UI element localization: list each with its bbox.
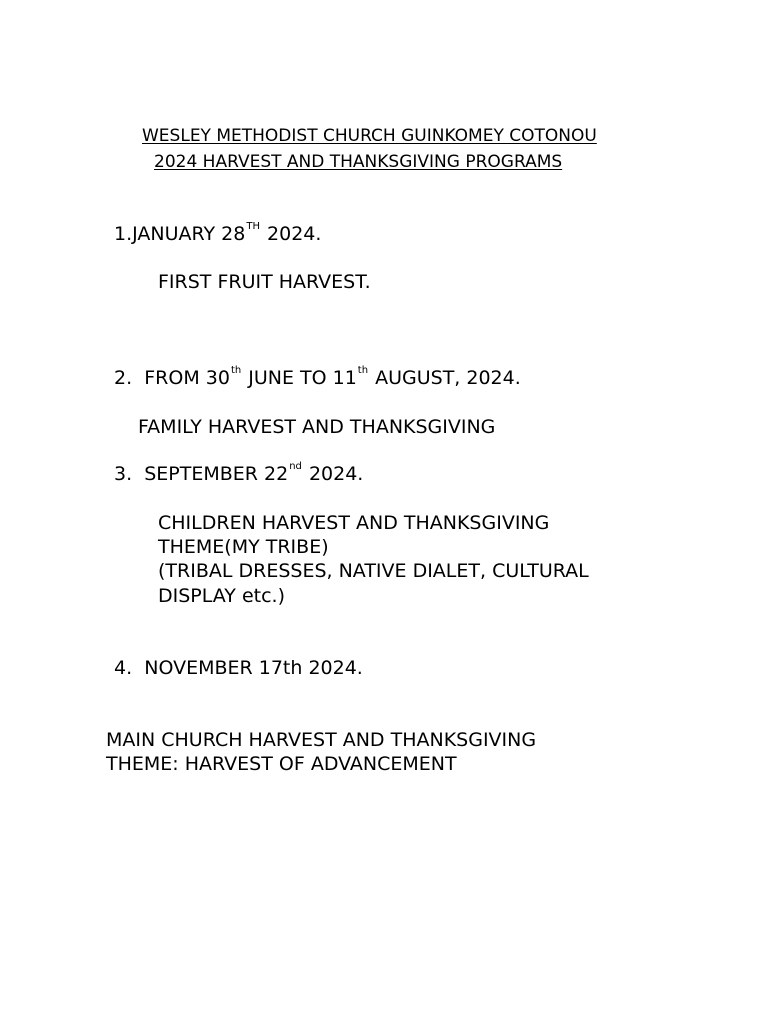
program-item-2-date	[114, 365, 521, 389]
main-harvest-line-1: MAIN CHURCH HARVEST AND THANKSGIVING	[106, 729, 537, 751]
date-text: JANUARY 28	[132, 223, 246, 245]
program-item-4-date	[114, 659, 363, 678]
program-item-3-description-line-4: DISPLAY etc.)	[158, 585, 285, 607]
date-ordinal: nd	[289, 461, 302, 472]
list-number: 4.	[114, 657, 133, 679]
program-item-1-date	[114, 221, 322, 245]
date-ordinal-2: th	[357, 365, 369, 376]
program-item-2-description: FAMILY HARVEST AND THANKSGIVING	[138, 416, 496, 438]
date-year: AUGUST, 2024.	[369, 367, 521, 389]
program-item-3-date	[114, 461, 364, 485]
program-item-3-description-line-1: CHILDREN HARVEST AND THANKSGIVING	[158, 512, 550, 534]
church-name-heading: WESLEY METHODIST CHURCH GUINKOMEY COTONOU	[142, 126, 597, 146]
program-item-1-description: FIRST FRUIT HARVEST.	[158, 271, 371, 293]
date-year: 2024.	[260, 223, 322, 245]
list-number: 2.	[114, 367, 133, 389]
date-ordinal: th	[230, 365, 242, 376]
list-number: 3.	[114, 463, 133, 485]
program-title-heading: 2024 HARVEST AND THANKSGIVING PROGRAMS	[154, 152, 563, 172]
program-item-3-description-line-2: THEME(MY TRIBE)	[158, 536, 329, 558]
date-year: 2024.	[302, 463, 364, 485]
list-number: 1.	[114, 223, 133, 245]
date-text: FROM 30	[144, 367, 230, 389]
date-text: SEPTEMBER 22	[144, 463, 289, 485]
date-text: NOVEMBER 17th 2024.	[144, 657, 363, 679]
date-ordinal: TH	[246, 221, 260, 232]
date-text-mid: JUNE TO 11	[242, 367, 357, 389]
main-harvest-theme: THEME: HARVEST OF ADVANCEMENT	[106, 753, 457, 775]
program-item-3-description-line-3: (TRIBAL DRESSES, NATIVE DIALET, CULTURAL	[158, 560, 589, 582]
